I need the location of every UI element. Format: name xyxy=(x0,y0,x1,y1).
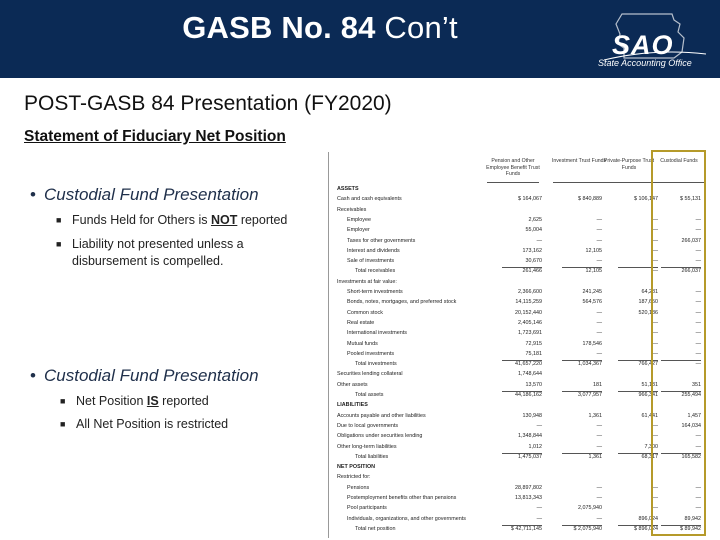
statement-row-label: Taxes for other governments xyxy=(347,237,416,244)
statement-row-label: Other assets xyxy=(337,381,368,388)
statement-row-label: Bonds, notes, mortgages, and preferred stock xyxy=(347,299,457,306)
statement-cell: 2,405,146 xyxy=(518,319,542,326)
statement-cell: 1,361 xyxy=(588,453,602,460)
statement-cell: — xyxy=(652,422,658,429)
statement-row-label: Due to local governments xyxy=(337,422,399,429)
statement-cell: 13,570 xyxy=(525,381,542,388)
statement-cell: — xyxy=(652,340,658,347)
statement-cell: 28,897,802 xyxy=(515,484,542,491)
statement-cell: 1,475,037 xyxy=(518,453,542,460)
statement-cell: — xyxy=(596,443,602,450)
statement-cell: 61,441 xyxy=(641,412,658,419)
statement-cell: 187,650 xyxy=(638,299,658,306)
statement-cell: — xyxy=(652,216,658,223)
statement-cell: — xyxy=(652,433,658,440)
column-header: Private-Purpose Trust Funds xyxy=(603,158,655,171)
statement-cell: 64,281 xyxy=(641,289,658,295)
statement-cell: 178,546 xyxy=(582,340,602,347)
bullet-item-2-1 xyxy=(60,393,209,410)
statement-cell: 1,457 xyxy=(687,412,701,419)
statement-cell: 164,034 xyxy=(681,422,701,429)
statement-cell: — xyxy=(652,247,658,254)
statement-cell: — xyxy=(695,361,701,368)
statement-row-label: Restricted for: xyxy=(337,474,371,481)
statement-cell: — xyxy=(695,319,701,326)
statement-row-label: Pooled investments xyxy=(347,350,395,357)
statement-cell: — xyxy=(652,268,658,275)
bullet-item-1-2 xyxy=(56,236,244,270)
statement-row-label: Investments at fair value: xyxy=(337,278,397,285)
statement-cell: 1,348,844 xyxy=(518,433,542,440)
statement-cell: 966,341 xyxy=(638,392,658,398)
statement-cell: — xyxy=(695,433,701,440)
statement-cell: $ 89,942 xyxy=(680,525,701,532)
statement-cell: 12,105 xyxy=(585,247,602,254)
statement-cell: $ 106,147 xyxy=(634,196,658,203)
statement-cell: — xyxy=(596,237,602,244)
statement-cell: — xyxy=(652,330,658,337)
statement-row-label: LIABILITIES xyxy=(337,402,368,409)
square-bullet-icon: ■ xyxy=(56,215,62,225)
statement-cell: 41,657,220 xyxy=(515,361,542,368)
statement-cell: 1,012 xyxy=(528,443,542,450)
statement-cell: 1,748,644 xyxy=(518,371,542,378)
statement-row-label: Sale of investments xyxy=(347,258,395,265)
statement-row-label: Cash and cash equivalents xyxy=(337,196,402,203)
statement-row-label: Accounts payable and other liabilities xyxy=(337,412,426,419)
statement-cell: — xyxy=(596,433,602,440)
statement-cell: 2,366,600 xyxy=(518,289,542,295)
statement-cell: — xyxy=(652,258,658,265)
item-text: All Net Position is restricted xyxy=(76,417,229,431)
item-emphasis: NOT xyxy=(210,213,238,227)
statement-cell: 30,670 xyxy=(525,258,542,265)
statement-cell: — xyxy=(596,495,602,501)
statement-cell: — xyxy=(596,216,602,223)
statement-cell: — xyxy=(596,350,602,357)
bullet-item-1-1 xyxy=(56,212,287,229)
statement-cell: 14,115,259 xyxy=(515,299,542,306)
statement-cell: — xyxy=(596,422,602,429)
square-bullet-icon: ■ xyxy=(56,239,62,249)
statement-cell: — xyxy=(695,216,701,223)
statement-cell: 3,077,957 xyxy=(578,392,602,398)
statement-row-label: Interest and dividends xyxy=(347,247,400,254)
statement-cell: — xyxy=(596,515,602,522)
statement-cell: 266,037 xyxy=(681,268,701,275)
item-text: Liability not presented unless a xyxy=(72,237,244,251)
statement-cell: — xyxy=(695,299,701,306)
statement-cell: — xyxy=(536,422,542,429)
statement-row-label: Total liabilities xyxy=(355,453,389,460)
statement-cell: 520,186 xyxy=(638,309,658,316)
statement-cell: — xyxy=(596,484,602,491)
statement-row-label: Obligations under securities lending xyxy=(337,433,423,440)
statement-cell: — xyxy=(695,484,701,491)
statement-cell: 12,105 xyxy=(585,268,602,275)
statement-cell: — xyxy=(695,309,701,316)
statement-cell: $ 2,075,940 xyxy=(573,525,602,532)
statement-row-label: Securities lending collateral xyxy=(337,371,403,378)
statement-cell: 89,942 xyxy=(684,515,701,522)
statement-cell: — xyxy=(695,340,701,347)
statement-cell: — xyxy=(695,247,701,254)
item-text-end: reported xyxy=(158,394,209,408)
logo-text: SAO xyxy=(612,30,674,60)
total-rule xyxy=(562,391,602,392)
statement-row-label: Total investments xyxy=(355,361,397,368)
statement-row-label: Short-term investments xyxy=(347,289,403,295)
bullet-dot: • xyxy=(30,185,36,204)
item-text: Funds Held for Others is xyxy=(72,213,211,227)
statement-cell: 51,131 xyxy=(641,381,658,388)
bullet-text: Custodial Fund Presentation xyxy=(44,366,259,385)
statement-cell: 564,576 xyxy=(582,299,602,306)
statement-cell: 255,494 xyxy=(681,392,701,398)
statement-cell: 72,915 xyxy=(525,340,542,347)
statement-cell: — xyxy=(652,350,658,357)
statement-cell: 1,361 xyxy=(588,412,602,419)
statement-cell: $ 840,889 xyxy=(578,196,602,203)
statement-cell: $ 164,067 xyxy=(518,196,542,203)
statement-row-label: ASSETS xyxy=(337,186,359,192)
statement-row-label: International investments xyxy=(347,330,407,337)
statement-cell: 1,723,691 xyxy=(518,330,542,337)
statement-cell: 181 xyxy=(593,381,602,388)
bullet-text: Custodial Fund Presentation xyxy=(44,185,259,204)
statement-cell: 266,037 xyxy=(681,237,701,244)
statement-row-label: Employer xyxy=(347,227,370,234)
statement-cell: — xyxy=(652,319,658,326)
total-rule xyxy=(562,267,602,268)
statement-cell: 13,813,343 xyxy=(515,495,542,501)
item-emphasis: IS xyxy=(146,394,159,408)
statement-cell: 55,004 xyxy=(525,227,542,234)
statement-row-label: NET POSITION xyxy=(337,464,376,471)
header-bar xyxy=(0,0,720,78)
statement-heading: Statement of Fiduciary Net Position xyxy=(24,128,286,145)
statement-cell: — xyxy=(652,237,658,244)
statement-cell: 351 xyxy=(692,381,701,388)
statement-cell: — xyxy=(695,330,701,337)
statement-cell: 165,582 xyxy=(681,453,701,460)
column-header: Pension and Other Employee Benefit Trust Funds xyxy=(486,158,540,177)
statement-cell: 261,466 xyxy=(522,268,542,275)
item-text-end: reported xyxy=(237,213,288,227)
total-rule xyxy=(502,267,542,268)
statement-cell: — xyxy=(536,237,542,244)
statement-cell: 2,075,940 xyxy=(578,505,602,512)
total-rule xyxy=(502,391,542,392)
statement-cell: — xyxy=(596,258,602,265)
column-header: Investment Trust Funds xyxy=(551,158,607,164)
statement-cell: — xyxy=(652,484,658,491)
statement-cell: $ 42,711,145 xyxy=(510,525,542,532)
bullet-heading-1 xyxy=(30,185,259,205)
bullet-heading-2 xyxy=(30,366,259,386)
slide-title-rest: Con’t xyxy=(375,10,458,45)
total-rule xyxy=(502,453,542,454)
statement-cell: — xyxy=(536,505,542,512)
statement-row-label: Total net position xyxy=(355,525,396,532)
square-bullet-icon: ■ xyxy=(60,396,66,406)
statement-cell: 2,625 xyxy=(528,216,542,223)
statement-row-label: Total assets xyxy=(355,392,384,398)
bullet-dot: • xyxy=(30,366,36,385)
statement-cell: 896,024 xyxy=(638,515,658,522)
column-header: Custodial Funds xyxy=(660,158,698,164)
total-rule xyxy=(562,453,602,454)
statement-row-label: Pensions xyxy=(347,484,370,491)
column-header-rule xyxy=(553,182,605,183)
statement-cell: — xyxy=(695,443,701,450)
total-rule xyxy=(502,525,542,526)
statement-row-label: Real estate xyxy=(347,319,375,326)
statement-row-label: Postemployment benefits other than pensions xyxy=(347,495,457,501)
statement-cell: — xyxy=(652,505,658,512)
statement-cell: 44,186,162 xyxy=(515,392,542,398)
statement-row-label: Common stock xyxy=(347,309,383,316)
column-header-rule xyxy=(603,182,655,183)
statement-cell: 75,181 xyxy=(525,350,542,357)
statement-cell: — xyxy=(695,227,701,234)
statement-cell: — xyxy=(596,309,602,316)
statement-row-label: Receivables xyxy=(337,206,367,213)
bullet-item-2-2 xyxy=(60,416,228,433)
statement-cell: 20,152,440 xyxy=(515,309,542,316)
statement-cell: 766,427 xyxy=(638,361,658,368)
slide-title-bold: GASB No. 84 xyxy=(182,10,376,45)
statement-cell: 1,034,367 xyxy=(578,361,602,368)
statement-cell: — xyxy=(695,495,701,501)
total-rule xyxy=(502,360,542,361)
statement-cell: 7,300 xyxy=(644,443,658,450)
section-heading: POST-GASB 84 Presentation (FY2020) xyxy=(24,92,392,115)
statement-cell: — xyxy=(596,330,602,337)
statement-cell: — xyxy=(652,495,658,501)
custodial-column-highlight xyxy=(651,150,706,536)
item-text: Net Position xyxy=(76,394,147,408)
statement-cell: 173,162 xyxy=(522,247,542,254)
total-rule xyxy=(562,525,602,526)
statement-row-label: Total receivables xyxy=(355,268,396,275)
statement-row-label: Mutual funds xyxy=(347,340,378,347)
statement-cell: — xyxy=(695,350,701,357)
statement-cell: — xyxy=(652,227,658,234)
statement-row-label: Pool participants xyxy=(347,505,387,512)
item-text-line2: disbursement is compelled. xyxy=(72,253,224,268)
statement-cell: — xyxy=(596,319,602,326)
statement-cell: — xyxy=(695,505,701,512)
statement-cell: — xyxy=(596,227,602,234)
statement-cell: 130,948 xyxy=(522,412,542,419)
statement-row-label: Employee xyxy=(347,216,371,223)
sao-logo xyxy=(594,8,712,72)
statement-cell: — xyxy=(695,258,701,265)
statement-cell: $ 55,131 xyxy=(680,196,701,203)
statement-row-label: Other long-term liabilities xyxy=(337,443,397,450)
statement-cell: — xyxy=(695,289,701,295)
logo-subtext: State Accounting Office xyxy=(598,58,692,68)
statement-row-label: Individuals, organizations, and other governments xyxy=(347,515,466,522)
statement-cell: — xyxy=(536,515,542,522)
slide-title xyxy=(0,10,640,46)
statement-cell: 68,317 xyxy=(641,453,658,460)
column-header-rule xyxy=(487,182,539,183)
statement-cell: 241,245 xyxy=(582,289,602,295)
statement-cell: $ 896,024 xyxy=(634,525,658,532)
total-rule xyxy=(562,360,602,361)
square-bullet-icon: ■ xyxy=(60,419,66,429)
